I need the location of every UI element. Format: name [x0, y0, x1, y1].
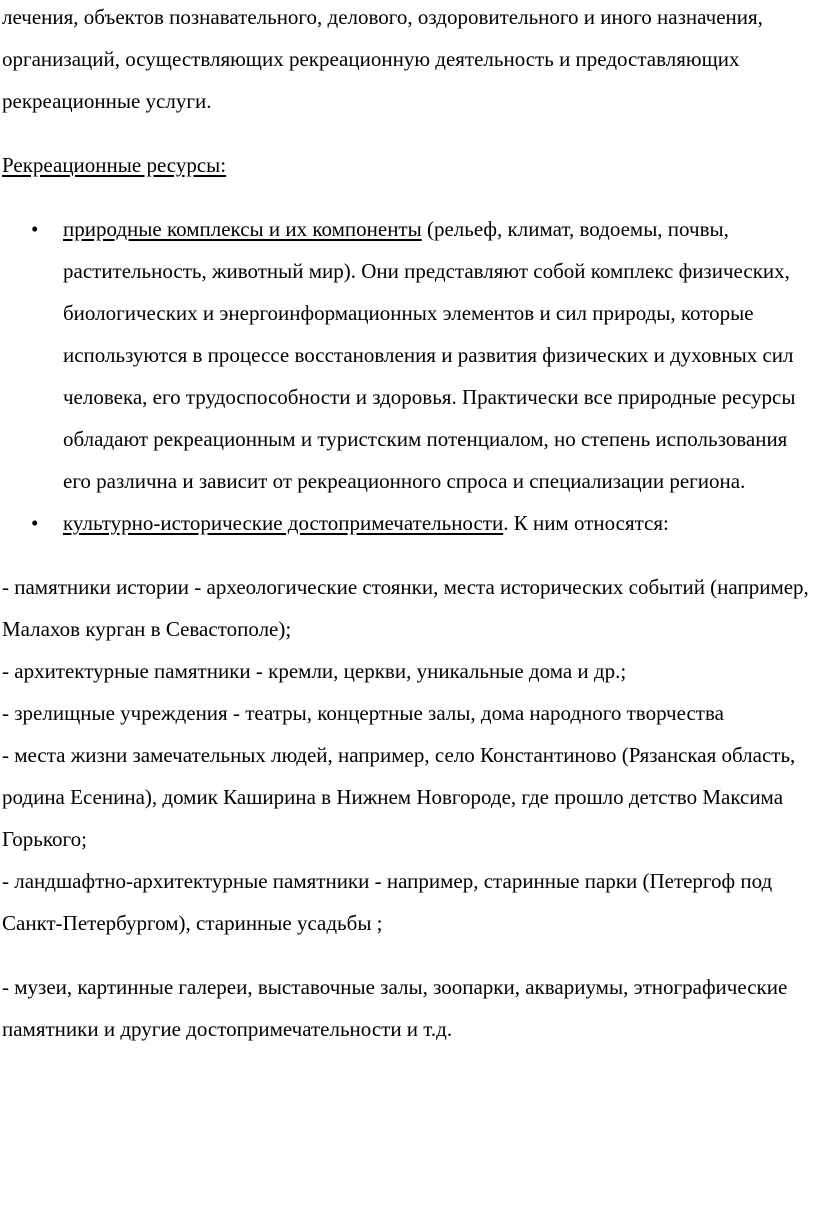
attraction-item: - места жизни замечательных людей, например, село Константиново (Рязанская область, родина Есенина), домик Каширина в Нижнем Новгороде, где прошло детство Максима Горького;: [2, 743, 796, 851]
bullet-icon: •: [31, 217, 39, 241]
list-item-term: культурно-исторические достопримечательности: [63, 511, 504, 535]
attraction-item: - памятники истории - археологические стоянки, места исторических событий (например, Малахов курган в Севастополе);: [2, 575, 809, 641]
bullet-icon: •: [31, 511, 39, 535]
attraction-item: - ландшафтно-архитектурные памятники - например, старинные парки (Петергоф под Санкт-Петербургом), старинные усадьбы ;: [2, 869, 773, 935]
list-item-text: (рельеф, климат, водоемы, почвы, растительность, животный мир). Они представляют собой комплекс физических, биологических и энергоинформационных элементов и сил природы, которые используются в процессе восстановления и развития физических и духовных сил человека, его трудоспособности и здоровья. Практически все природные ресурсы обладают рекреационным и туристским потенциалом, но степень использования его различна и зависит от рекреационного спроса и специализации региона.: [63, 217, 796, 493]
list-item-term: природные комплексы и их компоненты: [63, 217, 422, 241]
attraction-item: - зрелищные учреждения - театры, концертные залы, дома народного творчества: [2, 701, 724, 725]
intro-paragraph: лечения, объектов познавательного, делового, оздоровительного и иного назначения, организаций, осуществляющих рекреационную деятельность и предоставляющих рекреационные услуги.: [2, 5, 763, 113]
attractions-list: [2, 566, 812, 944]
list-item: [2, 502, 812, 544]
attraction-item: - архитектурные памятники - кремли, церкви, уникальные дома и др.;: [2, 659, 627, 683]
section-heading: Рекреационные ресурсы:: [2, 153, 227, 177]
resource-list: [2, 208, 812, 544]
list-item: [2, 208, 812, 502]
list-item-text: . К ним относятся:: [503, 511, 669, 535]
attraction-item-last: - музеи, картинные галереи, выставочные залы, зоопарки, аквариумы, этнографические памятники и другие достопримечательности и т.д.: [2, 975, 788, 1041]
